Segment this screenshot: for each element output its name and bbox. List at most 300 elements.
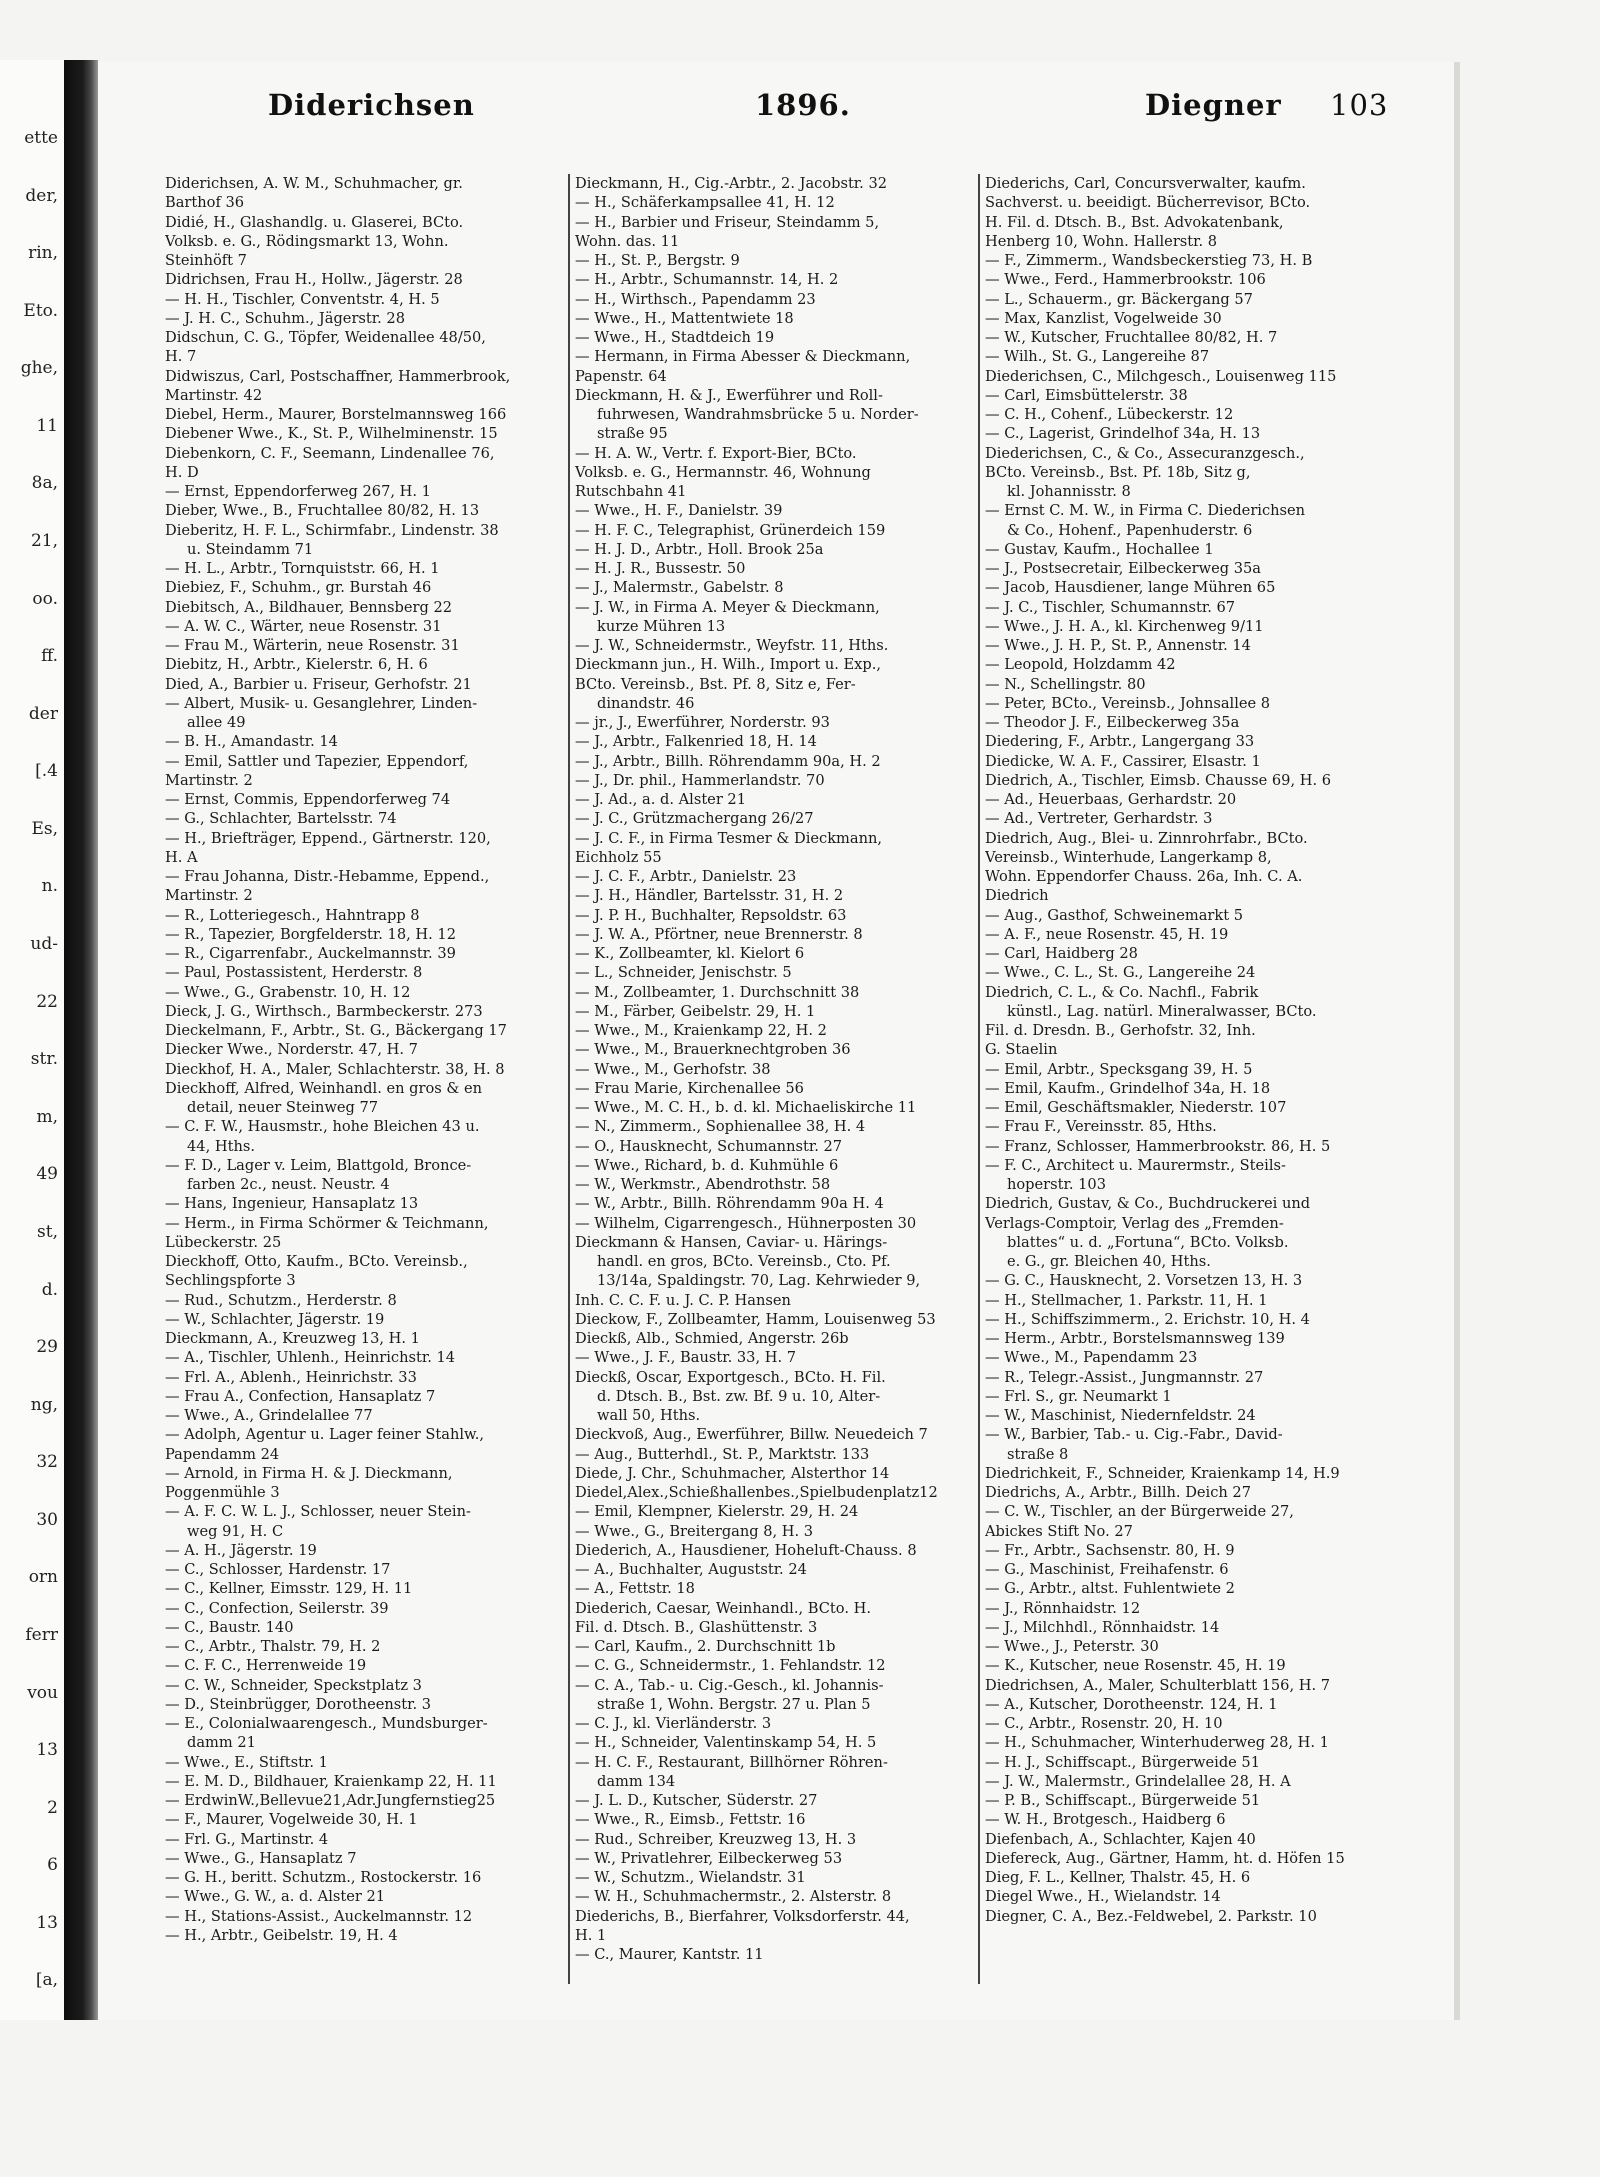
directory-entry-line: — Ad., Heuerbaas, Gerhardstr. 20 <box>985 791 1237 808</box>
directory-entry-line: — Wwe., G., Hansaplatz 7 <box>165 1849 357 1867</box>
directory-entry-line: Diederichsen, C., Milchgesch., Louisenweg 115 <box>985 367 1337 385</box>
facing-page-fragment: 8a, <box>31 473 58 494</box>
directory-entry-line: Diebitz, H., Arbtr., Kielerstr. 6, H. 6 <box>165 656 428 674</box>
directory-entry-line: — H. C. F., Restaurant, Billhörner Röhren- <box>575 1753 888 1771</box>
directory-entry-line: Diedel,Alex.,Schießhallenbes.,Spielbudenplatz12 <box>575 1484 938 1501</box>
directory-entry-line: — Gustav, Kaufm., Hochallee 1 <box>985 540 1214 558</box>
directory-entry-line: d. Dtsch. B., Bst. zw. Bf. 9 u. 10, Alter- <box>597 1387 881 1405</box>
directory-entry-line: — Frau A., Confection, Hansaplatz 7 <box>165 1387 436 1405</box>
directory-entry-line: — Ad., Vertreter, Gerhardstr. 3 <box>985 810 1213 828</box>
directory-entry-line: — J. C., Tischler, Schumannstr. 67 <box>985 598 1236 616</box>
directory-entry-line: Sachverst. u. beeidigt. Bücherrevisor, BCto. <box>985 194 1311 212</box>
directory-entry-line: — G. H., beritt. Schutzm., Rostockerstr. 16 <box>165 1869 482 1886</box>
directory-entry-line: dinandstr. 46 <box>597 694 695 712</box>
directory-entry-line: — W., Schutzm., Wielandstr. 31 <box>575 1869 806 1886</box>
directory-entry-line: — N., Schellingstr. 80 <box>985 675 1146 693</box>
directory-entry-line: — Rud., Schutzm., Herderstr. 8 <box>165 1291 397 1309</box>
directory-entry-line: — Rud., Schreiber, Kreuzweg 13, H. 3 <box>575 1830 857 1848</box>
directory-entry-line: straße 95 <box>597 425 668 443</box>
directory-entry-line: straße 8 <box>1007 1445 1069 1463</box>
directory-entry-line: — J. C. F., Arbtr., Danielstr. 23 <box>575 868 797 885</box>
directory-entry-line: — R., Telegr.-Assist., Jungmannstr. 27 <box>985 1368 1264 1386</box>
directory-entry-line: — F. D., Lager v. Leim, Blattgold, Bronce- <box>165 1156 472 1174</box>
directory-entry-line: — W., Maschinist, Niedernfeldstr. 24 <box>985 1407 1256 1424</box>
directory-entry-line: — H., Arbtr., Geibelstr. 19, H. 4 <box>165 1926 398 1944</box>
directory-entry-line: — J. C. F., in Firma Tesmer & Dieckmann, <box>575 829 883 847</box>
directory-entry-line: — Leopold, Holzdamm 42 <box>985 656 1176 674</box>
directory-entry-line: Barthof 36 <box>165 194 245 212</box>
facing-page-fragment: 30 <box>36 1509 58 1530</box>
directory-entry-line: Dieg, F. L., Kellner, Thalstr. 45, H. 6 <box>985 1869 1251 1886</box>
directory-entry-line: — J., Milchhdl., Rönnhaidstr. 14 <box>985 1618 1220 1636</box>
directory-entry-line: — Hermann, in Firma Abesser & Dieckmann, <box>575 348 911 366</box>
directory-entry-line: — A., Buchhalter, Auguststr. 24 <box>575 1561 807 1578</box>
directory-entry-line: — Wwe., Ferd., Hammerbrookstr. 106 <box>985 271 1266 289</box>
facing-page-fragment: oo. <box>32 588 58 609</box>
directory-entry-line: u. Steindamm 71 <box>187 540 314 558</box>
directory-entry-line: Didwiszus, Carl, Postschaffner, Hammerbrook, <box>165 367 511 385</box>
directory-entry-line: — M., Färber, Geibelstr. 29, H. 1 <box>575 1002 816 1020</box>
directory-entry-line: — C., Schlosser, Hardenstr. 17 <box>165 1561 391 1578</box>
directory-entry-line: Diefenbach, A., Schlachter, Kajen 40 <box>985 1830 1256 1848</box>
running-header-left: Diderichsen <box>268 88 475 122</box>
directory-entry-line: wall 50, Hths. <box>597 1407 701 1424</box>
directory-entry-line: — jr., J., Ewerführer, Norderstr. 93 <box>575 714 830 731</box>
directory-entry-line: — H., Wirthsch., Papendamm 23 <box>575 290 816 308</box>
facing-page-fragment: n. <box>41 876 58 897</box>
directory-entry-line: H. D <box>165 463 199 481</box>
facing-page-fragment: 11 <box>36 415 58 436</box>
directory-entry-line: — Aug., Gasthof, Schweinemarkt 5 <box>985 906 1244 924</box>
directory-entry-line: — C. A., Tab.- u. Cig.-Gesch., kl. Johannis- <box>575 1676 884 1694</box>
directory-entry-line: — C. H., Cohenf., Lübeckerstr. 12 <box>985 406 1234 423</box>
running-header-right: Diegner <box>1145 88 1282 122</box>
directory-entry-line: — Frau M., Wärterin, neue Rosenstr. 31 <box>165 637 460 654</box>
directory-entry-line: — J., Arbtr., Falkenried 18, H. 14 <box>575 733 817 751</box>
directory-entry-line: H. Fil. d. Dtsch. B., Bst. Advokatenbank, <box>985 213 1284 231</box>
facing-page-fragment: 32 <box>36 1452 58 1473</box>
facing-page-fragment: st, <box>37 1221 58 1242</box>
directory-entry-line: — C. F. C., Herrenweide 19 <box>165 1657 367 1675</box>
directory-entry-line: Dieckmann & Hansen, Caviar- u. Härings- <box>575 1233 888 1251</box>
directory-entry-line: Dieckhoff, Otto, Kaufm., BCto. Vereinsb., <box>165 1253 468 1270</box>
directory-entry-line: Dieckmann, A., Kreuzweg 13, H. 1 <box>165 1330 420 1347</box>
directory-entry-line: — Wilh., St. G., Langereihe 87 <box>985 348 1210 366</box>
directory-entry-line: Diedrichsen, A., Maler, Schulterblatt 156, H. 7 <box>985 1676 1331 1694</box>
directory-entry-line: — H., Stations-Assist., Auckelmannstr. 12 <box>165 1907 473 1925</box>
directory-entry-line: — C., Maurer, Kantstr. 11 <box>575 1946 764 1963</box>
directory-entry-line: Didié, H., Glashandlg. u. Glaserei, BCto. <box>165 213 464 231</box>
directory-entry-line: — C. W., Schneider, Speckstplatz 3 <box>165 1676 422 1694</box>
facing-page-fragment: Eto. <box>23 300 58 321</box>
directory-entry-line: hoperstr. 103 <box>1007 1176 1106 1193</box>
directory-entry-line: — Wwe., R., Eimsb., Fettstr. 16 <box>575 1811 806 1829</box>
directory-entry-line: Diedering, F., Arbtr., Langergang 33 <box>985 733 1255 751</box>
directory-entry-line: — Ernst C. M. W., in Firma C. Diederichsen <box>985 502 1306 520</box>
directory-entry-line: Verlags-Comptoir, Verlag des „Fremden- <box>985 1214 1284 1232</box>
directory-entry-line: — H. F. C., Telegraphist, Grünerdeich 159 <box>575 521 886 539</box>
directory-entry-line: H. A <box>165 848 198 866</box>
directory-entry-line: Dieckvoß, Aug., Ewerführer, Billw. Neuedeich 7 <box>575 1426 928 1444</box>
facing-page-fragment: ghe, <box>20 358 58 379</box>
directory-entry-line: Sechlingspforte 3 <box>165 1272 296 1290</box>
facing-page-fragment: ng, <box>30 1394 58 1415</box>
directory-entry-line: — H., St. P., Bergstr. 9 <box>575 252 740 269</box>
directory-entry-line: Diedrichkeit, F., Schneider, Kraienkamp 14, H.9 <box>985 1464 1340 1482</box>
directory-entry-line: Inh. C. C. F. u. J. C. P. Hansen <box>575 1291 791 1309</box>
directory-entry-line: — J. P. H., Buchhalter, Repsoldstr. 63 <box>575 906 847 924</box>
directory-entry-line: — Carl, Kaufm., 2. Durchschnitt 1b <box>575 1638 836 1655</box>
directory-entry-line: — C. J., kl. Vierländerstr. 3 <box>575 1715 772 1732</box>
directory-entry-line: — A. W. C., Wärter, neue Rosenstr. 31 <box>165 617 442 635</box>
directory-entry-line: Diegner, C. A., Bez.-Feldwebel, 2. Parkstr. 10 <box>985 1907 1317 1925</box>
directory-entry-line: — W., Werkmstr., Abendrothstr. 58 <box>575 1176 831 1193</box>
directory-entry-line: — Wwe., Richard, b. d. Kuhmühle 6 <box>575 1156 839 1174</box>
directory-entry-line: Poggenmühle 3 <box>165 1484 280 1501</box>
directory-entry-line: blattes“ u. d. „Fortuna“, BCto. Volksb. <box>1007 1233 1289 1251</box>
directory-entry-line: Diedrichs, A., Arbtr., Billh. Deich 27 <box>985 1484 1251 1501</box>
directory-entry-line: — H., Schneider, Valentinskamp 54, H. 5 <box>575 1734 877 1752</box>
directory-entry-line: — C. F. W., Hausmstr., hohe Bleichen 43 u. <box>165 1118 480 1136</box>
directory-entry-line: Didschun, C. G., Töpfer, Weidenallee 48/50, <box>165 329 486 346</box>
directory-entry-line: — Wwe., J. H. P., St. P., Annenstr. 14 <box>985 637 1251 654</box>
directory-entry-line: — C., Lagerist, Grindelhof 34a, H. 13 <box>985 425 1261 443</box>
directory-entry-line: — Wwe., J. H. A., kl. Kirchenweg 9/11 <box>985 617 1264 635</box>
directory-entry-line: — R., Tapezier, Borgfelderstr. 18, H. 12 <box>165 925 456 943</box>
directory-entry-line: — Frau Marie, Kirchenallee 56 <box>575 1079 804 1097</box>
running-header-year: 1896. <box>755 88 851 122</box>
directory-entry-line: — Albert, Musik- u. Gesanglehrer, Linden- <box>165 694 478 712</box>
facing-page-fragment: str. <box>30 1049 58 1070</box>
directory-entry-line: — Max, Kanzlist, Vogelweide 30 <box>985 309 1222 327</box>
directory-entry-line: Diderichsen, A. W. M., Schuhmacher, gr. <box>165 175 463 192</box>
directory-entry-line: — W. H., Brotgesch., Haidberg 6 <box>985 1811 1226 1829</box>
directory-entry-line: — Jacob, Hausdiener, lange Mühren 65 <box>985 579 1276 597</box>
directory-entry-line: — Wwe., M., Papendamm 23 <box>985 1349 1198 1367</box>
facing-page-fragment: [.4 <box>35 761 58 782</box>
directory-entry-line: — A. H., Jägerstr. 19 <box>165 1541 317 1559</box>
directory-entry-line: — Frl. G., Martinstr. 4 <box>165 1830 329 1848</box>
directory-entry-line: Dieckhoff, Alfred, Weinhandl. en gros & en <box>165 1079 483 1097</box>
directory-entry-line: — C., Arbtr., Rosenstr. 20, H. 10 <box>985 1715 1223 1732</box>
directory-entry-line: — H. J. D., Arbtr., Holl. Brook 25a <box>575 540 824 558</box>
directory-entry-line: — Wwe., H., Mattentwiete 18 <box>575 309 794 327</box>
directory-entry-line: Volksb. e. G., Hermannstr. 46, Wohnung <box>575 463 871 481</box>
directory-entry-line: — J., Dr. phil., Hammerlandstr. 70 <box>575 771 825 789</box>
directory-entry-line: — W. H., Schuhmachermstr., 2. Alsterstr. 8 <box>575 1888 892 1906</box>
directory-entry-line: — H. J. R., Bussestr. 50 <box>575 560 746 577</box>
directory-entry-line: — Wwe., G. W., a. d. Alster 21 <box>165 1888 386 1906</box>
directory-entry-line: — W., Privatlehrer, Eilbeckerweg 53 <box>575 1849 843 1867</box>
directory-entry-line: Martinstr. 42 <box>165 386 263 404</box>
directory-column-2 <box>575 174 970 1984</box>
facing-page-fragment: orn <box>28 1567 58 1588</box>
directory-entry-line: — C., Baustr. 140 <box>165 1618 294 1636</box>
directory-entry-line: Diedrich, A., Tischler, Eimsb. Chausse 69, H. 6 <box>985 771 1332 789</box>
directory-entry-line: — G. C., Hausknecht, 2. Vorsetzen 13, H. 3 <box>985 1272 1303 1290</box>
directory-entry-line: — Wwe., H., Stadtdeich 19 <box>575 329 775 346</box>
directory-entry-line: — E., Colonialwaarengesch., Mundsburger- <box>165 1715 488 1732</box>
directory-entry-line: Wohn. Eppendorfer Chauss. 26a, Inh. C. A. <box>985 868 1303 885</box>
directory-entry-line: — Herm., in Firma Schörmer & Teichmann, <box>165 1214 489 1232</box>
directory-entry-line: Diebel, Herm., Maurer, Borstelmannsweg 166 <box>165 406 507 423</box>
directory-entry-line: Diedicke, W. A. F., Cassirer, Elsastr. 1 <box>985 752 1261 770</box>
directory-entry-line: Abickes Stift No. 27 <box>985 1522 1133 1540</box>
directory-entry-line: Martinstr. 2 <box>165 887 253 905</box>
directory-entry-line: Diederich, A., Hausdiener, Hoheluft-Chauss. 8 <box>575 1541 917 1559</box>
directory-entry-line: — C., Confection, Seilerstr. 39 <box>165 1599 389 1617</box>
directory-entry-line: — Carl, Eimsbüttelerstr. 38 <box>985 386 1188 404</box>
directory-entry-line: — E. M. D., Bildhauer, Kraienkamp 22, H. 11 <box>165 1772 497 1790</box>
directory-entry-line: Martinstr. 2 <box>165 771 253 789</box>
directory-entry-line: — M., Zollbeamter, 1. Durchschnitt 38 <box>575 983 860 1001</box>
directory-entry-line: Diedrich, Aug., Blei- u. Zinnrohrfabr., BCto. <box>985 829 1308 847</box>
directory-entry-line: — Adolph, Agentur u. Lager feiner Stahlw., <box>165 1426 485 1444</box>
directory-entry-line: — F., Zimmerm., Wandsbeckerstieg 73, H. B <box>985 252 1313 269</box>
facing-page-fragment: d. <box>41 1279 58 1300</box>
directory-entry-line: — F. C., Architect u. Maurermstr., Steils- <box>985 1156 1286 1174</box>
directory-entry-line: Diedrich, C. L., & Co. Nachfl., Fabrik <box>985 983 1259 1001</box>
directory-entry-line: — Wwe., H. F., Danielstr. 39 <box>575 502 783 520</box>
directory-entry-line: Dieberitz, H. F. L., Schirmfabr., Lindenstr. 38 <box>165 521 499 539</box>
directory-entry-line: Dieckow, F., Zollbeamter, Hamm, Louisenweg 53 <box>575 1310 936 1328</box>
facing-page-fragment: 13 <box>36 1740 58 1761</box>
directory-entry-line: Rutschbahn 41 <box>575 483 687 500</box>
facing-page-fragment: m, <box>36 1106 58 1127</box>
directory-entry-line: — R., Cigarrenfabr., Auckelmannstr. 39 <box>165 945 456 962</box>
directory-entry-line: — D., Steinbrügger, Dorotheenstr. 3 <box>165 1695 432 1713</box>
directory-entry-line: — Carl, Haidberg 28 <box>985 945 1138 962</box>
directory-entry-line: — Wwe., G., Breitergang 8, H. 3 <box>575 1522 814 1540</box>
directory-entry-line: — H., Briefträger, Eppend., Gärtnerstr. 120, <box>165 829 491 847</box>
directory-entry-line: — Wwe., M. C. H., b. d. kl. Michaeliskirche 11 <box>575 1099 917 1116</box>
directory-entry-line: damm 21 <box>187 1734 256 1752</box>
directory-entry-line: damm 134 <box>597 1772 676 1790</box>
directory-entry-line: — N., Zimmerm., Sophienallee 38, H. 4 <box>575 1118 866 1136</box>
directory-entry-line: — W., Kutscher, Fruchtallee 80/82, H. 7 <box>985 329 1278 346</box>
directory-entry-line: — H. H., Tischler, Conventstr. 4, H. 5 <box>165 290 440 308</box>
directory-entry-line: — ErdwinW.,Bellevue21,Adr.Jungfernstieg25 <box>165 1792 496 1809</box>
directory-entry-line: — Herm., Arbtr., Borstelsmannsweg 139 <box>985 1330 1285 1347</box>
directory-entry-line: — C., Arbtr., Thalstr. 79, H. 2 <box>165 1638 381 1655</box>
directory-entry-line: Died, A., Barbier u. Friseur, Gerhofstr. 21 <box>165 675 472 693</box>
column-divider <box>978 174 980 1984</box>
directory-entry-line: — Aug., Butterhdl., St. P., Marktstr. 133 <box>575 1445 870 1463</box>
directory-entry-line: Dieckmann jun., H. Wilh., Import u. Exp., <box>575 656 882 674</box>
column-divider <box>568 174 570 1984</box>
directory-entry-line: — Wilhelm, Cigarrengesch., Hühnerposten 30 <box>575 1214 917 1232</box>
directory-entry-line: — A. F., neue Rosenstr. 45, H. 19 <box>985 925 1229 943</box>
directory-entry-line: Dieckhof, H. A., Maler, Schlachterstr. 38, H. 8 <box>165 1060 505 1078</box>
directory-entry-line: — Ernst, Commis, Eppendorferweg 74 <box>165 791 451 808</box>
directory-entry-line: — H. A. W., Vertr. f. Export-Bier, BCto. <box>575 444 857 462</box>
directory-entry-line: — H., Arbtr., Schumannstr. 14, H. 2 <box>575 271 839 289</box>
directory-entry-line: — Theodor J. F., Eilbeckerweg 35a <box>985 714 1240 731</box>
directory-entry-line: — J. Ad., a. d. Alster 21 <box>575 791 747 808</box>
directory-entry-line: Diebener Wwe., K., St. P., Wilhelminenstr. 15 <box>165 425 498 443</box>
directory-entry-line: — H., Schäferkampsallee 41, H. 12 <box>575 194 835 212</box>
directory-entry-line: — Emil, Kaufm., Grindelhof 34a, H. 18 <box>985 1079 1271 1097</box>
directory-entry-line: 44, Hths. <box>187 1137 255 1155</box>
directory-entry-line: — R., Lotteriegesch., Hahntrapp 8 <box>165 906 420 924</box>
directory-entry-line: — Paul, Postassistent, Herderstr. 8 <box>165 964 423 982</box>
directory-entry-line: weg 91, H. C <box>187 1522 284 1540</box>
directory-entry-line: Fil. d. Dtsch. B., Glashüttenstr. 3 <box>575 1618 818 1636</box>
directory-entry-line: allee 49 <box>187 714 246 731</box>
directory-entry-line: — Wwe., M., Kraienkamp 22, H. 2 <box>575 1022 827 1039</box>
directory-entry-line: — Wwe., E., Stiftstr. 1 <box>165 1753 328 1771</box>
facing-page-fragment: ud- <box>30 934 58 955</box>
directory-entry-line: — J. C., Grützmachergang 26/27 <box>575 810 814 828</box>
directory-entry-line: — Peter, BCto., Vereinsb., Johnsallee 8 <box>985 694 1271 712</box>
facing-page-fragment: ette <box>24 128 58 148</box>
directory-entry-line: — P. B., Schiffscapt., Bürgerweide 51 <box>985 1792 1261 1809</box>
directory-entry-line: — Wwe., A., Grindelallee 77 <box>165 1407 373 1424</box>
directory-entry-line: Diede, J. Chr., Schuhmacher, Alsterthor 14 <box>575 1464 890 1482</box>
facing-page-edge <box>0 60 64 2020</box>
directory-entry-line: künstl., Lag. natürl. Mineralwasser, BCto. <box>1007 1002 1317 1020</box>
directory-entry-line: — Arnold, in Firma H. & J. Dieckmann, <box>165 1464 453 1482</box>
directory-entry-line: — Frau F., Vereinsstr. 85, Hths. <box>985 1118 1217 1136</box>
directory-entry-line: — Fr., Arbtr., Sachsenstr. 80, H. 9 <box>985 1541 1235 1559</box>
directory-entry-line: G. Staelin <box>985 1041 1058 1059</box>
directory-entry-line: — H. L., Arbtr., Tornquiststr. 66, H. 1 <box>165 560 440 577</box>
directory-entry-line: Diebenkorn, C. F., Seemann, Lindenallee 76, <box>165 444 495 462</box>
directory-entry-line: — W., Arbtr., Billh. Röhrendamm 90a H. 4 <box>575 1195 884 1213</box>
facing-page-fragment: [a, <box>35 1970 58 1991</box>
directory-entry-line: — Emil, Sattler und Tapezier, Eppendorf, <box>165 752 469 770</box>
directory-entry-line: Didrichsen, Frau H., Hollw., Jägerstr. 28 <box>165 271 463 289</box>
directory-entry-line: — J. H., Händler, Bartelsstr. 31, H. 2 <box>575 887 844 905</box>
directory-entry-line: Dieckmann, H. & J., Ewerführer und Roll- <box>575 386 883 404</box>
directory-entry-line: Diegel Wwe., H., Wielandstr. 14 <box>985 1888 1221 1906</box>
directory-entry-line: — Emil, Arbtr., Specksgang 39, H. 5 <box>985 1060 1253 1078</box>
directory-entry-line: — H., Barbier und Friseur, Steindamm 5, <box>575 213 880 231</box>
facing-page-fragment: 21, <box>30 531 58 552</box>
facing-page-fragment: der <box>28 703 58 724</box>
directory-entry-line: — H., Stellmacher, 1. Parkstr. 11, H. 1 <box>985 1291 1268 1309</box>
directory-entry-line: Diederichsen, C., & Co., Assecuranzgesch., <box>985 444 1305 462</box>
facing-page-fragment: 13 <box>36 1912 58 1933</box>
directory-entry-line: — J. H. C., Schuhm., Jägerstr. 28 <box>165 309 405 327</box>
directory-entry-line: handl. en gros, BCto. Vereinsb., Cto. Pf. <box>597 1253 891 1270</box>
directory-entry-line: farben 2c., neust. Neustr. 4 <box>187 1176 390 1193</box>
directory-entry-line: — G., Arbtr., altst. Fuhlentwiete 2 <box>985 1580 1235 1598</box>
directory-entry-line: — J. W., Malermstr., Grindelallee 28, H. A <box>985 1772 1291 1790</box>
directory-entry-line: — L., Schneider, Jenischstr. 5 <box>575 964 792 982</box>
directory-entry-line: — Wwe., M., Brauerknechtgroben 36 <box>575 1041 851 1059</box>
directory-entry-line: Dieckß, Oscar, Exportgesch., BCto. H. Fil. <box>575 1368 886 1386</box>
directory-entry-line: 13/14a, Spaldingstr. 70, Lag. Kehrwieder 9, <box>597 1272 921 1290</box>
directory-entry-line: Diedrich, Gustav, & Co., Buchdruckerei und <box>985 1195 1311 1213</box>
facing-page-fragment: rin, <box>28 243 58 264</box>
directory-entry-line: kurze Mühren 13 <box>597 617 726 635</box>
directory-entry-line: Dieckß, Alb., Schmied, Angerstr. 26b <box>575 1330 849 1347</box>
directory-entry-line: — O., Hausknecht, Schumannstr. 27 <box>575 1137 843 1155</box>
facing-page-fragment: der, <box>25 185 58 206</box>
directory-entry-line: — A., Tischler, Uhlenh., Heinrichstr. 14 <box>165 1349 456 1367</box>
directory-entry-line: Diedrich <box>985 887 1049 905</box>
directory-entry-line: fuhrwesen, Wandrahmsbrücke 5 u. Norder- <box>597 406 919 423</box>
page-number: 103 <box>1330 88 1389 122</box>
facing-page-fragment: 49 <box>36 1164 58 1185</box>
directory-entry-line: — J., Rönnhaidstr. 12 <box>985 1599 1141 1617</box>
directory-entry-line: — K., Kutscher, neue Rosenstr. 45, H. 19 <box>985 1657 1286 1675</box>
directory-entry-line: Dieckelmann, F., Arbtr., St. G., Bäckergang 17 <box>165 1022 507 1039</box>
directory-entry-line: Volksb. e. G., Rödingsmarkt 13, Wohn. <box>165 232 449 250</box>
directory-entry-line: — J., Postsecretair, Eilbeckerweg 35a <box>985 560 1262 577</box>
directory-entry-line: Dieber, Wwe., B., Fruchtallee 80/82, H. 13 <box>165 502 480 520</box>
directory-entry-line: — C. W., Tischler, an der Bürgerweide 27, <box>985 1503 1294 1521</box>
directory-entry-line: Eichholz 55 <box>575 848 662 866</box>
directory-entry-line: — G., Maschinist, Freihafenstr. 6 <box>985 1561 1229 1578</box>
directory-entry-line: H. 1 <box>575 1926 607 1944</box>
directory-entry-line: Dieckmann, H., Cig.-Arbtr., 2. Jacobstr. 32 <box>575 175 888 192</box>
directory-entry-line: — Wwe., J. F., Baustr. 33, H. 7 <box>575 1349 797 1367</box>
directory-entry-line: — Franz, Schlosser, Hammerbrookstr. 86, H. 5 <box>985 1137 1331 1155</box>
directory-column-3 <box>985 174 1385 1984</box>
directory-entry-line: Wohn. das. 11 <box>575 232 680 250</box>
directory-entry-line: — A., Fettstr. 18 <box>575 1580 695 1598</box>
directory-entry-line: Lübeckerstr. 25 <box>165 1233 282 1251</box>
directory-entry-line: Diederichs, Carl, Concursverwalter, kaufm. <box>985 175 1306 192</box>
directory-entry-line: — J. L. D., Kutscher, Süderstr. 27 <box>575 1792 818 1809</box>
directory-entry-line: — Frl. A., Ablenh., Heinrichstr. 33 <box>165 1368 417 1386</box>
directory-entry-line: & Co., Hohenf., Papenhuderstr. 6 <box>1007 521 1253 539</box>
directory-entry-line: — Emil, Klempner, Kielerstr. 29, H. 24 <box>575 1503 859 1521</box>
directory-entry-line: — W., Barbier, Tab.- u. Cig.-Fabr., David- <box>985 1426 1283 1444</box>
directory-entry-line: — A., Kutscher, Dorotheenstr. 124, H. 1 <box>985 1695 1278 1713</box>
directory-entry-line: H. 7 <box>165 348 197 366</box>
directory-entry-line: — C. G., Schneidermstr., 1. Fehlandstr. 12 <box>575 1657 886 1675</box>
facing-page-fragment: 6 <box>47 1855 58 1876</box>
directory-entry-line: — J., Arbtr., Billh. Röhrendamm 90a, H. 2 <box>575 752 881 770</box>
facing-page-fragment: 29 <box>36 1337 58 1358</box>
directory-entry-line: — F., Maurer, Vogelweide 30, H. 1 <box>165 1811 418 1829</box>
directory-entry-line: — H., Schiffszimmerm., 2. Erichstr. 10, H. 4 <box>985 1310 1310 1328</box>
directory-entry-line: Steinhöft 7 <box>165 252 247 269</box>
directory-entry-line: — L., Schauerm., gr. Bäckergang 57 <box>985 290 1253 308</box>
directory-entry-line: Diebiez, F., Schuhm., gr. Burstah 46 <box>165 579 432 597</box>
directory-column-1 <box>165 174 560 1984</box>
directory-entry-line: Diebitsch, A., Bildhauer, Bennsberg 22 <box>165 598 453 616</box>
directory-entry-line: — J. W. A., Pförtner, neue Brennerstr. 8 <box>575 925 863 943</box>
directory-entry-line: — K., Zollbeamter, kl. Kielort 6 <box>575 945 805 962</box>
directory-entry-line: Diederichs, B., Bierfahrer, Volksdorferstr. 44, <box>575 1907 910 1925</box>
directory-entry-line: — J. W., in Firma A. Meyer & Dieckmann, <box>575 598 880 616</box>
directory-entry-line: detail, neuer Steinweg 77 <box>187 1099 379 1116</box>
directory-entry-line: e. G., gr. Bleichen 40, Hths. <box>1007 1253 1211 1270</box>
directory-entry-line: Diederich, Caesar, Weinhandl., BCto. H. <box>575 1599 871 1617</box>
directory-entry-line: — Hans, Ingenieur, Hansaplatz 13 <box>165 1195 419 1213</box>
facing-page-fragment: 22 <box>36 991 58 1012</box>
directory-entry-line: kl. Johannisstr. 8 <box>1007 483 1131 500</box>
facing-page-fragment: vou <box>27 1682 58 1703</box>
facing-page-fragment: 2 <box>47 1797 58 1818</box>
directory-entry-line: — Wwe., C. L., St. G., Langereihe 24 <box>985 964 1256 982</box>
directory-entry-line: Diefereck, Aug., Gärtner, Hamm, ht. d. Höfen 15 <box>985 1849 1345 1867</box>
directory-entry-line: — H. J., Schiffscapt., Bürgerweide 51 <box>985 1753 1261 1771</box>
directory-entry-line: — A. F. C. W. L. J., Schlosser, neuer Stein- <box>165 1503 471 1521</box>
directory-entry-line: — C., Kellner, Eimsstr. 129, H. 11 <box>165 1580 413 1598</box>
directory-entry-line: — W., Schlachter, Jägerstr. 19 <box>165 1310 385 1328</box>
directory-entry-line: Papenstr. 64 <box>575 367 667 385</box>
directory-entry-line: — Ernst, Eppendorferweg 267, H. 1 <box>165 483 431 500</box>
directory-entry-line: — Wwe., M., Gerhofstr. 38 <box>575 1060 771 1078</box>
directory-entry-line: Diecker Wwe., Norderstr. 47, H. 7 <box>165 1041 418 1059</box>
directory-entry-line: — Emil, Geschäftsmakler, Niederstr. 107 <box>985 1099 1287 1116</box>
directory-entry-line: BCto. Vereinsb., Bst. Pf. 8, Sitz e, Fer- <box>575 675 856 693</box>
